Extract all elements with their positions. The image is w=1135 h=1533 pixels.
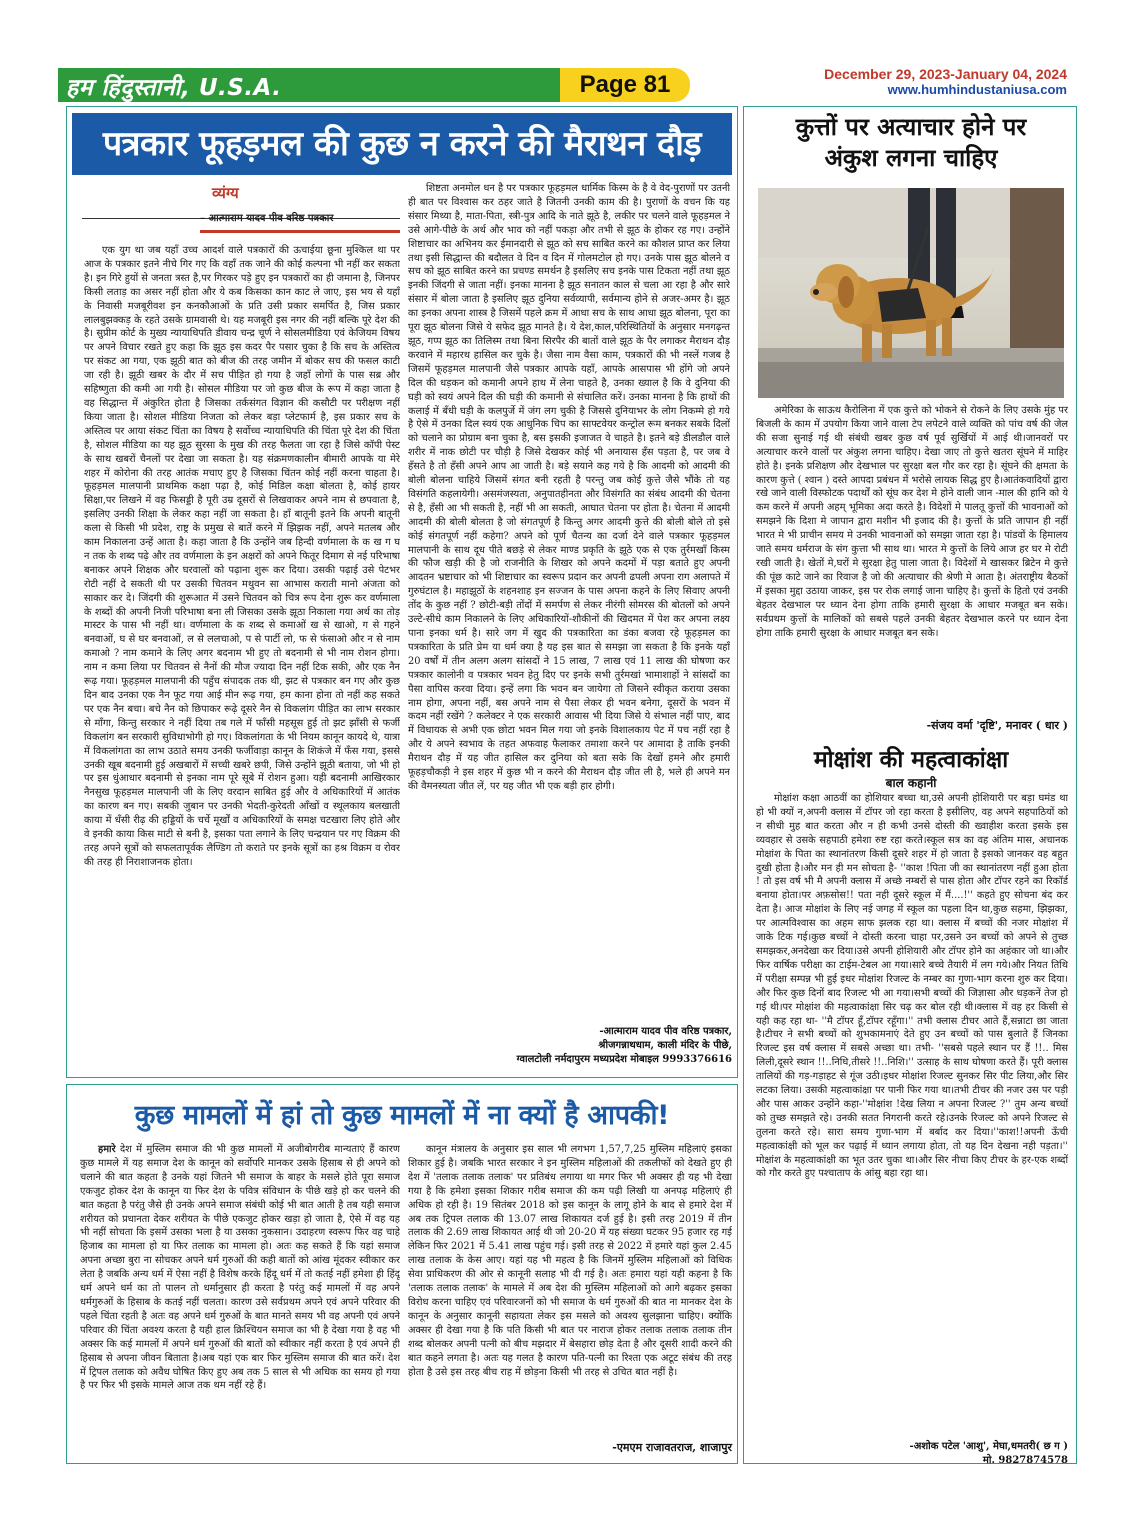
lead-author: -आत्माराम यादव पीव वरिष्ठ पत्रकार, [599, 1026, 732, 1037]
issue-date-block [824, 66, 1067, 98]
story-body [756, 792, 1068, 1442]
bottom-signature: -एमएम राजावतराज, शाजापुर [612, 1441, 732, 1454]
dogs-body [756, 404, 1068, 716]
dogs-headline-line2: अंकुश लगना चाहिए [824, 144, 998, 172]
lead-signature [470, 1025, 732, 1067]
dogs-headline-line1: कुत्तों पर अत्याचार होने पर [795, 113, 1027, 141]
dogs-signature: -संजय वर्मा 'दृष्टि', मनावर ( धार ) [926, 719, 1068, 732]
byline-underline [200, 230, 400, 233]
bottom-col1-text: देश में मुस्लिम समाज की भी कुछ मामलों में अजीबोगरीब मान्यताएं हैं कारण कुछ मामले में यह समाज देश के कानून को सर्वोपरि मानकर उसके हिसाब से ही अपने को चलाने की बात कहता है उनके यहां जितने भी समाज के बाहर के मसले होते पूरा समाज एकजुट होकर देश के कानून या फिर देश के पवित्र संविधान के पीछे खड़े हो कर चलने की बात कहता है परंतु जैसे ही उनके अपने समाज संबंधी कोई भी बात आती है तब यही समाज शरीयत को प्रधानता देकर शरीयत के पीछे एकजुट होकर खड़ा हो जाता है, ऐसे में वह यह भी नहीं सोचता कि इसमें उसका भला है या उसका नुकसान। उदाहरण स्वरूप फिर वह चाहे हिजाब का मामला हो या फिर तलाक का मामला हो। अतः कह सकते हैं कि यहां समाज अपना अच्छा बुरा ना सोचकर अपने धर्म गुरुओं की कही बातों को आंख मूंदकर स्वीकार कर लेता है जबकि अन्य धर्म में ऐसा नहीं है विशेष करके हिंदू धर्म में तो कतई नहीं हमेशा ही हिंदू धर्म अपने धर्म का तो पालन तो धर्मानुसार ही करता है परंतु कई मामलों में वह अपने धर्मगुरुओं के हिसाब के कतई नहीं चलता। कारण उसे सर्वप्रथम अपने एवं अपने परिवार की पहले चिंता रहती है अतः वह अपने धर्म गुरुओं के बात मानते समय भी वह अपनी एवं अपने परिवार की चिंता अवश्य करता है यही हाल क्रिश्चियन समाज का भी है देखा गया है वह भी अक्सर कि कई मामलों में अपने धर्म गुरुओं की बातों को स्वीकार नहीं करता है एवं अपने ही हिसाब से अपना जीवन बिताता है।अब यहां एक बार फिर मुस्लिम समाज की बात करें। देश में ट्रिपल तलाक को अवैध घोषित किए हुए अब तक 5 साल से भी अधिक का समय हो गया है पर फिर भी इसके मामले आज तक थम नहीं रहे हैं। [80, 1144, 400, 1392]
guide-dog-image [758, 188, 1064, 398]
story-text: मोक्षांश कक्षा आठवीं का होशियार बच्चा था,उसे अपनी होशियारी पर बड़ा घमंड था हो भी क्यों न,अपनी क्लास में टॉपर जो रहा करता है इसीलिए, वह अपने सहपाठियों को न सीधी मुह बात करता और न ही कभी उनसे दोस्ती की ख्वाहीश करता इसके इस व्यवहार से उसके सहपाठी हमेशा रुष्ट रहा करते।स्कूल सत्र का वह अंतिम मास, अचानक मोक्षांश के पिता का स्थानांतरण किसी दूसरे शहर में हो जाता है इसको जानकर वह बहुत दुखी होता है।और मन ही मन सोचता है- ''काश !पिता जी का स्थानांतरण नहीं हुआ होता ! तो इस वर्ष भी मै अपनी क्लास में अच्छे नम्बरों से पास होता और टॉपर रहने का रिकॉर्ड बनाया होता।पर अफ़सोस!! पता नही दूसरे स्कूल में मैं....!'' कहते हुए सोचना बंद कर देता है। आज मोक्षांश के लिए नई जगह में स्कूल का पहला दिन था,कुछ सहमा, झिझका, पर आत्मविश्वास का अहम साफ झलक रहा था। क्लास में बच्चों की नजर मोक्षांश में जाके टिक गई।कुछ बच्चों ने दोस्ती करना चाहा पर,उसने उन बच्चों को अपने से तुच्छ समझकर,अनदेखा कर दिया।उसे अपनी होशियारी और टॉपर होने का अहंकार जो था।और फिर वार्षिक परीक्षा का टाईम-टेबल आ गया।सारे बच्चे तैयारी में लग गये।और नियत तिथि में परीक्षा सम्पन्न भी हुई इधर मोक्षांश रिजल्ट के नम्बर का गुणा-भाग करना शुरु कर दिया।और फिर कुछ दिनों बाद रिजल्ट भी आ गया।सभी बच्चों की जिज्ञासा और धड़कनें तेज हो गई थी।पर मोक्षांश की महत्वाकांक्षा सिर चढ़ कर बोल रही थी।क्लास में वह हर किसी से यही कह रहा था- ''मै टॉपर हूँ,टॉपर रहूँगा।'' तभी क्लास टीचर आते हैं,सन्नाटा छा जाता है।टीचर ने सभी बच्चों को शुभकामनाएं देते हुए उन बच्चों को पास बुलाते हैं जिनका रिजल्ट इस वर्ष क्लास में सबसे अच्छा था। तभी- ''सबसे पहले स्थान पर हैं !!.. मिस लिली,दूसरे स्थान !!..निधि,तीसरे !!..निशि।'' उत्साह के साथ घोषणा करते हैं। पूरी क्लास तालियों की गड़-गड़ाहट से गूंज उठी।इधर मोक्षांश रिजल्ट सुनकर सिर पीट लिया,और सिर लटका लिया। उसकी महत्वाकांक्षा पर पानी फिर गया था।तभी टीचर की नजर उस पर पड़ी और पास आकर उन्होंने कहा-''मोक्षांश !देख लिया न अपना रिजल्ट ?'' तुम अन्य बच्चों को तुच्छ समझते रहे। उनकी सतत निगरानी करते रहे।उनके रिजल्ट को अपने रिजल्ट से तुलना करते रहे। सारा समय गुणा-भाग में बर्बाद कर दिया।''काश!!अपनी ऊँची महत्वाकांक्षी को भूल कर पढ़ाई में ध्यान लगाया होता, तो यह दिन देखना नही पड़ता।'' मोक्षांश के महत्वाकांक्षी का भूत उतर चुका था।और सिर नीचा किए टीचर के हर-एक शब्दों को गौर करते हुए पश्चाताप के आंसु बहा रहा था। [756, 793, 1068, 1180]
lead-col1-text: एक युग था जब यहाँ उच्च आदर्श वाले पत्रकारों की ऊचाईया छूना मुश्किल था पर आज के पत्रकार इतने नीचे गिर गए कि वहाँ तक जाने की कोई कल्पना भी नहीं कर सकता है। इन गिरे हुयों से जनता त्रस्त है,पर गिरकर पड़े हुए इन पत्रकारों का ही जमाना है, जिनपर किसी लताड़ का असर नहीं होता और ये कब किसका कान काट ले जाए, इस भय से यहाँ के निवासी मजबूरीवश इन कनकौआओं के प्रति उसी प्रकार समर्पित है, जिस प्रकार लालबुझक्कड़ के रहते उसके ग्रामवासी थे। यह मजबूरी इस नगर की नहीं बल्कि पूरे देश की है। सुप्रीम कोर्ट के मुख्य न्यायाधिपति डीवाय चन्द्र चूर्ण ने सोसलमीडिया एवं केजियम विषय पर अपने विचार रखते हुए कहा कि झूठ इस कदर पैर पसार चुका है कि सच के अस्तित्व पर संकट आ गया, एक झूठी बात को बीज की तरह जमीन में बोकर सच की फसल काटी जा रही है। झूठी खबर के दौर में सच पीड़ित हो गया है जहाँ लोगों के पास सब्र और सहिष्णुता की कमी आ गयी है। सोसल मीडिया पर जो कुछ बीज के रूप में कहा जाता है वह सिद्धान्त में अंकुरित होता है जिसका तर्कसंगत विज्ञान की कसौटी पर परीक्षण नहीं किया जाता है। सोशल मीडिया निजता को लेकर बड़ा प्लेटफार्म है, इस प्रकार सच के अस्तित्व पर आया संकट चिंता का विषय है सर्वोच्च न्यायाधिपति की चिंता पूरे देश की चिंता है, सोशल मीडिया का यह झूठ सुरसा के मुख की तरह फैलता जा रहा है जिसे कॉपी पेस्ट के साथ खबरों चैनलों पर देखा जा सकता है। यह संक्रमणकालीन बीमारी आपके या मेरे शहर में कोरोना की तरह आतंक मचाए हुए है जिसका चिंतन कोई नहीं करना चाहता है। फूहड़मल मालपानी प्राथमिक कक्षा पढ़ा है, कोई मिडिल कक्षा बोलता है, कोई हायर सिक्षा,पर लिखने में वह फिसड्डी है पूरी उम्र दूसरों से लिखवाकर अपने नाम से छपवाता है, इसलिए उनकी शिक्षा के लेकर कहा नहीं जा सकता है। हाँ बातूनी इतने कि अपनी बातूनी कला से किसी भी प्रदेश, राष्ट्र के प्रमुख से बातें करने में झिझक नहीं, अपने मतलब और काम निकालना उन्हें आता है। कहा जाता है कि उन्होंने जब हिन्दी वर्णमाला के क ख ग घ न तक के शब्द पढ़े और तव वर्णमाला के इन अक्षरों को अपने फितूर दिमाग से नई परिभाषा बनाकर अपने शिक्षक और घरवालों को पढ़ाना शुरू कर दिया। उसकी पढ़ाई उसे पेटभर रोटी नहीं दे सकती थी पर उसकी चितवन मथुवन सा आभास कराती मानो अंजता को साकार कर दे। जिंदगी की शुरूआत में उसने चितवन को चित्र रूप देना शुरू कर वर्णमाला के शब्दों की अपनी निजी परिभाषा बना ली जिसका उसके झूठा निकाला गया अर्थ का तोड़ मास्टर के पास भी नहीं था। वर्णमाला के क शब्द से कमाओं ख से खाओ, ग से गहने बनवाओं, घ से घर बनवाओं, ल से ललचाओ, प से पार्टी लो, फ से फंसाओ और न से नाम कमाओ ? नाम कमाने के लिए अगर बदनाम भी हुए तो बदनामी से भी नाम रोशन होगा। नाम न कमा लिया पर चितवन से नैनों की मौज ज्यादा दिन नहीं टिक सकी, और एक नैन रूढ़ गया। फूहड़मल मालपानी की पहुँच संपादक तक थी, झट से पत्रकार बन गए और कुछ दिन बाद उनका एक नैन फूट गया आई मीन रूढ़ गया, हम काना होना तो नहीं कह सकते पर एक नैन बचा। बचे नैन को छिपाकर रूढ़े दूसरे नैन से विकलांग पीड़ित का लाभ सरकार से माँगा, किन्तु सरकार ने नहीं दिया तब गले में फाँसी महसूस हुई तो झट झाँसी से फर्जी विकलांग बन सरकारी सुविधाभोगी हो गए। विकलांगता के भी नियम कानून कायदे थे, यात्रा में विकलांगता का लाभ उठाते समय उनकी फर्जीवाड़ा कानून के शिकंजे में फँस गया, इससे उनकी खूब बदनामी हुई अखबारों में सच्ची खबरे छपी, जिसे उन्होंने झूठी बताया, जो भी हो पर इस धुंआधार बदनामी से इनका नाम पूरे सूबे में रोशन हुआ। यही बदनामी आखिरकार नैनसुख फूहड़मल मालपानी जी के लिए वरदान साबित हुई और वे अधिकारियों में आतंक का कारण बन गए। सबकी जुबान पर उनकी भेदती-कुरेदती आँखों व स्थूलकाय बलखाती काया में धँसी रीढ़ की हड्डियों के चर्चे मूर्खों व अधिकारियों के समक्ष चटखारा लिए होते और वे इनकी काया किस माटी से बनी है, इसका पता लगाने के लिए चन्द्रयान पर गए विक्रम की तरह अपने सूत्रों को सफलतापूर्वक लैण्डिग तो कराते पर इनके सूत्रों का हश्र विक्रम व रोवर की तरह ही निराशाजनक होता। [84, 245, 400, 868]
story-headline: मोक्षांश की महत्वाकांक्षा [813, 747, 1009, 773]
lead-headline-band [72, 113, 732, 175]
article-category: व्यंग्य [212, 184, 239, 202]
story-subhead: बाल कहानी [885, 776, 937, 790]
dog-photo [758, 188, 1064, 398]
bottom-headline: कुछ मामलों में हां तो कुछ मामलों में ना क्यों है आपकी! [134, 1100, 670, 1131]
lead-col2-text: शिष्टता अनमोल धन है पर पत्रकार फूहड़मल धार्मिक किस्म के है वे वेद-पुराणों पर उतनी ही बात पर विश्वास कर ठहर जाते है जितनी उनकी काम की है। पुराणों के वचन कि यह संसार मिथ्या है, माता-पिता, स्त्री-पुत्र आदि के नाते झूठे है, लकीर पर चलने वाले फूहड़मल ने उसे आगे-पीछे के अर्थ और भाव को नहीं पकड़ा और तभी से झूठ के होकर रह गए। उन्होंने शिष्टाचार का अभिनय कर ईमानदारी से झूठ को सच साबित करने का कौशल प्राप्त कर लिया तथा इसी सिद्धान्त की बदौलत वे दिन व दिन में गोलमटोल हो गए। उनके पास झूठ बोलने व सच को झूठ साबित करने का प्रचण्ड समर्थन है इसलिए सच इनके पास टिकता नहीं तथा झूठ इनकी जिंदगी से जाता नहीं। इनका मानना है झूठ सनातन काल से चला आ रहा है और सारे संसार में बोला जाता है इसलिए झूठ दुनिया सर्वव्यापी, सर्वमान्य होने से अजर-अमर है। झूठ का इनका अपना शास्त्र है जिसमें पहले क्रम में आधा सच के साथ आधा झूठ बोलना, पूरा का पूरा झूठ बोलना जिसे ये सफेद झूठ मानते है। ये देश,काल,परिस्थितियों के अनुसार मनगढ़न्त झूठ, गप्प झूठ का तिलिस्म तथा बिना सिरपैर की बातों वाले झूठ के पैर लगाकर मैराथन दौड़ करवाने में महारथ हासिल कर चुके है। जैसा नाम वैसा काम, पत्रकारों की भी नस्लें गजब है जिसमें फूहड़मल मालपानी जैसे पत्रकार आपके यहाँ, आपके आसपास भी होंगे जो अपने दिल की धड़कन को कमानी अपने हाथ में लेना चाहते है, उनका ख्याल है कि वे दुनिया की घड़ी को स्वयं अपने दिल की घड़ी की कमानी से संचालित करें। उनका मानना है कि हाथों की कलाई में बँधी घड़ी के कलपुर्जे में जंग लग चुकी है जिससे दुनियाभर के लोग निकम्मे हो गये है ऐसे में उनका दिल स्वयं एक आधुनिक चिप का साफ्टवेयर कन्ट्रोल रूम बनकर सबके दिलों को चलाने का प्रोग्राम बना चुका है, बस इसकी इजाजत वे चाहते है। इतने बड़े डीलडौल वाले शरीर में नाक छोटी पर चौड़ी है जिसे देखकर कोई भी अनायास हँस पड़ता है, पर जब वे हँसते है तो हँसी अपने आप आ जाती है। बड़े सयाने कह गये है कि आदमी को आदमी की बोली बोलना चाहिये जिसमें संगत बनी रहती है परन्तु जब कोई कुत्ते जैसे भौंके तो यह विसंगति कहलायेगी। असमंजस्यता, अनुपातहीनता और विसंगति का संबंध आदमी की चेतना से है, हँसी आ भी सकती है, नहीं भी आ सकती, आघात चेतना पर होता है। चेतना में आदमी आदमी की बोली बोलता है जो संगतपूर्ण है किन्तु अगर आदमी कुत्ते की बोली बोले तो इसे कोई संगतपूर्ण नहीं कहेगा? अपने को पूर्ण चैतन्य का दर्जा देने वाले पत्रकार फूहड़मल मालपानी के साथ दूध पीते बछड़े से लेकर माण्ड प्रकृति के झूठे एक से एक तुर्रमखाँ किस्म की फौज खड़ी की है जो राजनीति के शिखर को अपने कदमों में पड़ा बताते हुए अपनी आदतन भ्रष्टाचार को भी शिष्टाचार का स्वरूप प्रदान कर अपनी ढपली अपना राग अलापते में गुरुघंटाल है। महाझूठों के शहनशाह इन सज्जन के पास अपना कहने के लिए सिवाए अपनी तोंद के कुछ नहीं ? छोटी-बड़ी तोंदों में समर्पण से लेकर नीरंगी सोमरस की बोतलों को अपने उल्टे-सीधे काम निकालने के लिए अधिकारियों-शौकीनों की खिदमत में पेश कर अपना लक्ष्य पाना इनका धर्म है। सारे जग में खुद की पत्रकारिता का डंका बजवा रहे फूहड़मल का पत्रकारिता के प्रति प्रेम या धर्म क्या है यह इस बात से समझा जा सकता है कि इनके यहाँ 20 वर्षों में तीन अलग अलग सांसदों ने 15 लाख, 7 लाख एवं 11 लाख की घोषणा कर पत्रकार कालोनी व पत्रकार भवन हेतु दिए पर इनके सभी तुर्रमखां भामाशाहों ने सांसदों का पैसा वापिस करवा दिया। इन्हें लगा कि भवन बन जायेगा तो जिसने स्वीकृत कराया उसका नाम होगा, अपना नहीं, बस अपने नाम से पैसा लेकर ही भवन बनेगा, दूसरों के भवन में कदम नहीं रखेंगे ? कलेक्टर ने एक सरकारी आवास भी दिया जिसे ये संभाल नहीं पाए, बाद में विधायक से अभी एक छोटा भवन मिल गया जो इनके विशालकाय पेट में पच नहीं रहा है और ये अपने स्वभाव के तहत अफवाह फैलाकर तमाशा करने पर आमादा है ताकि इनकी मैराथन दौड़ में यह जीत हासिल कर दुनिया को बता सके कि देखों हमने और हमारी फूहड़चौकड़ी ने इस शहर में कुछ भी न करने की मैराथन दौड़ जीत ली है, भले ही अपने मन की वैमनस्यता जीत लें, पर यह जीत भी एक बड़ी हार होगी। [408, 183, 730, 792]
story-signature [756, 1440, 1068, 1468]
lead-column-1 [84, 244, 400, 1074]
lead-column-2 [408, 182, 730, 1027]
lead-address: श्रीजगन्नाथधाम, काली मंदिर के पीछे, [598, 1040, 732, 1051]
bottom-col1-lead-word: हमारे [98, 1144, 116, 1155]
dogs-text: अमेरिका के साऊथ कैरोलिना में एक कुत्ते को भोकने से रोकने के लिए उसके मुंह पर बिजली के काम में उपयोग किया जाने वाला टेप लपेटने वाले व्यक्ति को पांच वर्ष की जेल की सजा सुनाई गई थी संबंधी खबर कुछ वर्ष पूर्व सुर्खियों में आई थी।जानवरों पर अत्याचार करने वालों पर अंकुश लगना चाहिए। देखा जाए तो कुत्ते खतरा सूंघने में माहिर होते है। इनके प्रशिक्षण और देखभाल पर सुरक्षा बल गौर कर रहा है। सूंघने की क्षमता के कारण कुत्ते ( श्वान ) दस्ते आपदा प्रबंधन में भरोसे लायक सिद्ध हुए है।आतंकवादियों द्वारा रखे जाने वाली विस्फोटक पदार्थों को सूंघ कर देश मे होने वाली जान -माल की हानि को ये कम करने में अपनी अहम् भूमिका अदा करते है। विदेशों मे पालतू कुत्तों की भावनाओं को समझने कि दिशा मे जापान द्वारा मशीन भी इजाद की है। कुत्तों के प्रति जापान ही नहीं भारत मे भी प्राचीन समय मे उनकी भावनाओं को समझा जाता रहा है। पांडवों के हिमालय जाते समय धर्मराज के संग कुत्ता भी साथ था। भारत मे कुत्तों के लिये आज हर घर मे रोटी रखी जाती है। खेतों मे,घरों मे सुरक्षा हेतु पाला जाता है। विदेशों मे खासकर ब्रिटेन मे कुत्ते की पूंछ काटे जाने का रिवाज है जो की अत्याचार की श्रेणी मे आता है। अंतराष्ट्रीय बैठकों में इसका मुद्दा उठाया जाकर, इस पर रोक लगाई जाना चाहिए है। कुत्तों के हितो एवं उनकी बेहतर देखभाल पर ध्यान देना होगा ताकि हमारी सुरक्षा के आधार मजबूत बन सके। सर्वप्रथम कुत्तों के मालिकों को सबसे पहले उनकी बेहतर देखभाल करने पर ध्यान देना होगा ताकि हमारी सुरक्षा के आधार मजबूत बन सके। [756, 405, 1068, 639]
lead-headline: पत्रकार फूहड़मल की कुछ न करने की मैराथन दौड़ [102, 124, 702, 164]
issue-date: December 29, 2023-January 04, 2024 [824, 66, 1067, 82]
page-number: Page 81 [560, 68, 690, 102]
lead-byline: – आत्माराम यादव पीव वरिष्ठ पत्रकार [200, 213, 334, 224]
bottom-column-2 [408, 1143, 732, 1433]
bottom-column-1 [80, 1143, 400, 1453]
lead-contact: ग्वालटोली नर्मदापुरम मध्यप्रदेश मोबाइल 9993376616 [516, 1054, 732, 1065]
story-contact: मो. 9827874578 [982, 1455, 1068, 1466]
bottom-col2-text: कानून मंत्रालय के अनुसार इस साल भी लगभग 1,57,7,25 मुस्लिम महिलाएं इसका शिकार हुई है। जबकि भारत सरकार ने इन मुस्लिम महिलाओं की तकलीफों को देखते हुए ही देश में 'तलाक तलाक तलाक' पर प्रतिबंध लगाया था मगर फिर भी अक्सर ही यह भी देखा गया है कि हमेशा इसका शिकार गरीब समाज की कम पढ़ी लिखी या अनपढ़ महिलाएं ही अधिक हो रही है। 19 सितंबर 2018 को इस कानून के लागू होने के बाद से हमारे देश में अब तक ट्रिपल तलाक की 13.07 लाख शिकायत दर्ज हुई है। इसी तरह 2019 में तीन तलाक की 2.69 लाख शिकायत आई थी जो 20-20 में यह संख्या घटकर 95 हजार रह गई लेकिन फिर 2021 में 5.41 लाख पहुंच गई। इसी तरह से 2022 में हमारे यहां कुल 2.45 लाख तलाक के केस आए। यहां यह भी महत्व है कि जिनमें मुस्लिम महिलाओं को विधिक सेवा प्राधिकरण की ओर से कानूनी सलाह भी दी गई है। अतः हमारा यहां यही कहना है कि 'तलाक तलाक तलाक' के मामले में अब देश की मुस्लिम महिलाओं को आगे बढ़कर इसका विरोध करना चाहिए एवं परिवारजनों को भी समाज के धर्म गुरुओं की बात ना मानकर देश के कानून के अनुसार कानूनी सहायता लेकर इस मसले को अवश्य सुलझाना चाहिए। क्योंकि अक्सर ही देखा गया है कि पति किसी भी बात पर नाराज होकर तलाक तलाक तलाक तीन शब्द बोलकर अपनी पत्नी को बीच मझदार में बेसहारा छोड़ देता है और दूसरी शादी करने की बात कहने लगता है। अतः यह गलत है कारण पति-पत्नी का रिश्ता एक अटूट संबंध की तरह होता है उसे इस तरह बीच राह में छोड़ना किसी भी तरह से उचित बात नहीं है। [408, 1144, 732, 1378]
dogs-headline [748, 112, 1074, 174]
masthead [0, 60, 1135, 102]
website-link[interactable]: www.humhindustaniusa.com [887, 82, 1067, 97]
bottom-col1-paragraph [80, 1143, 400, 1393]
newspaper-title: हम हिंदुस्तानी, U.S.A. [66, 75, 282, 101]
story-author: -अशोक पटेल 'आशु', मेघा,धमतरी( छ ग ) [909, 1441, 1068, 1452]
